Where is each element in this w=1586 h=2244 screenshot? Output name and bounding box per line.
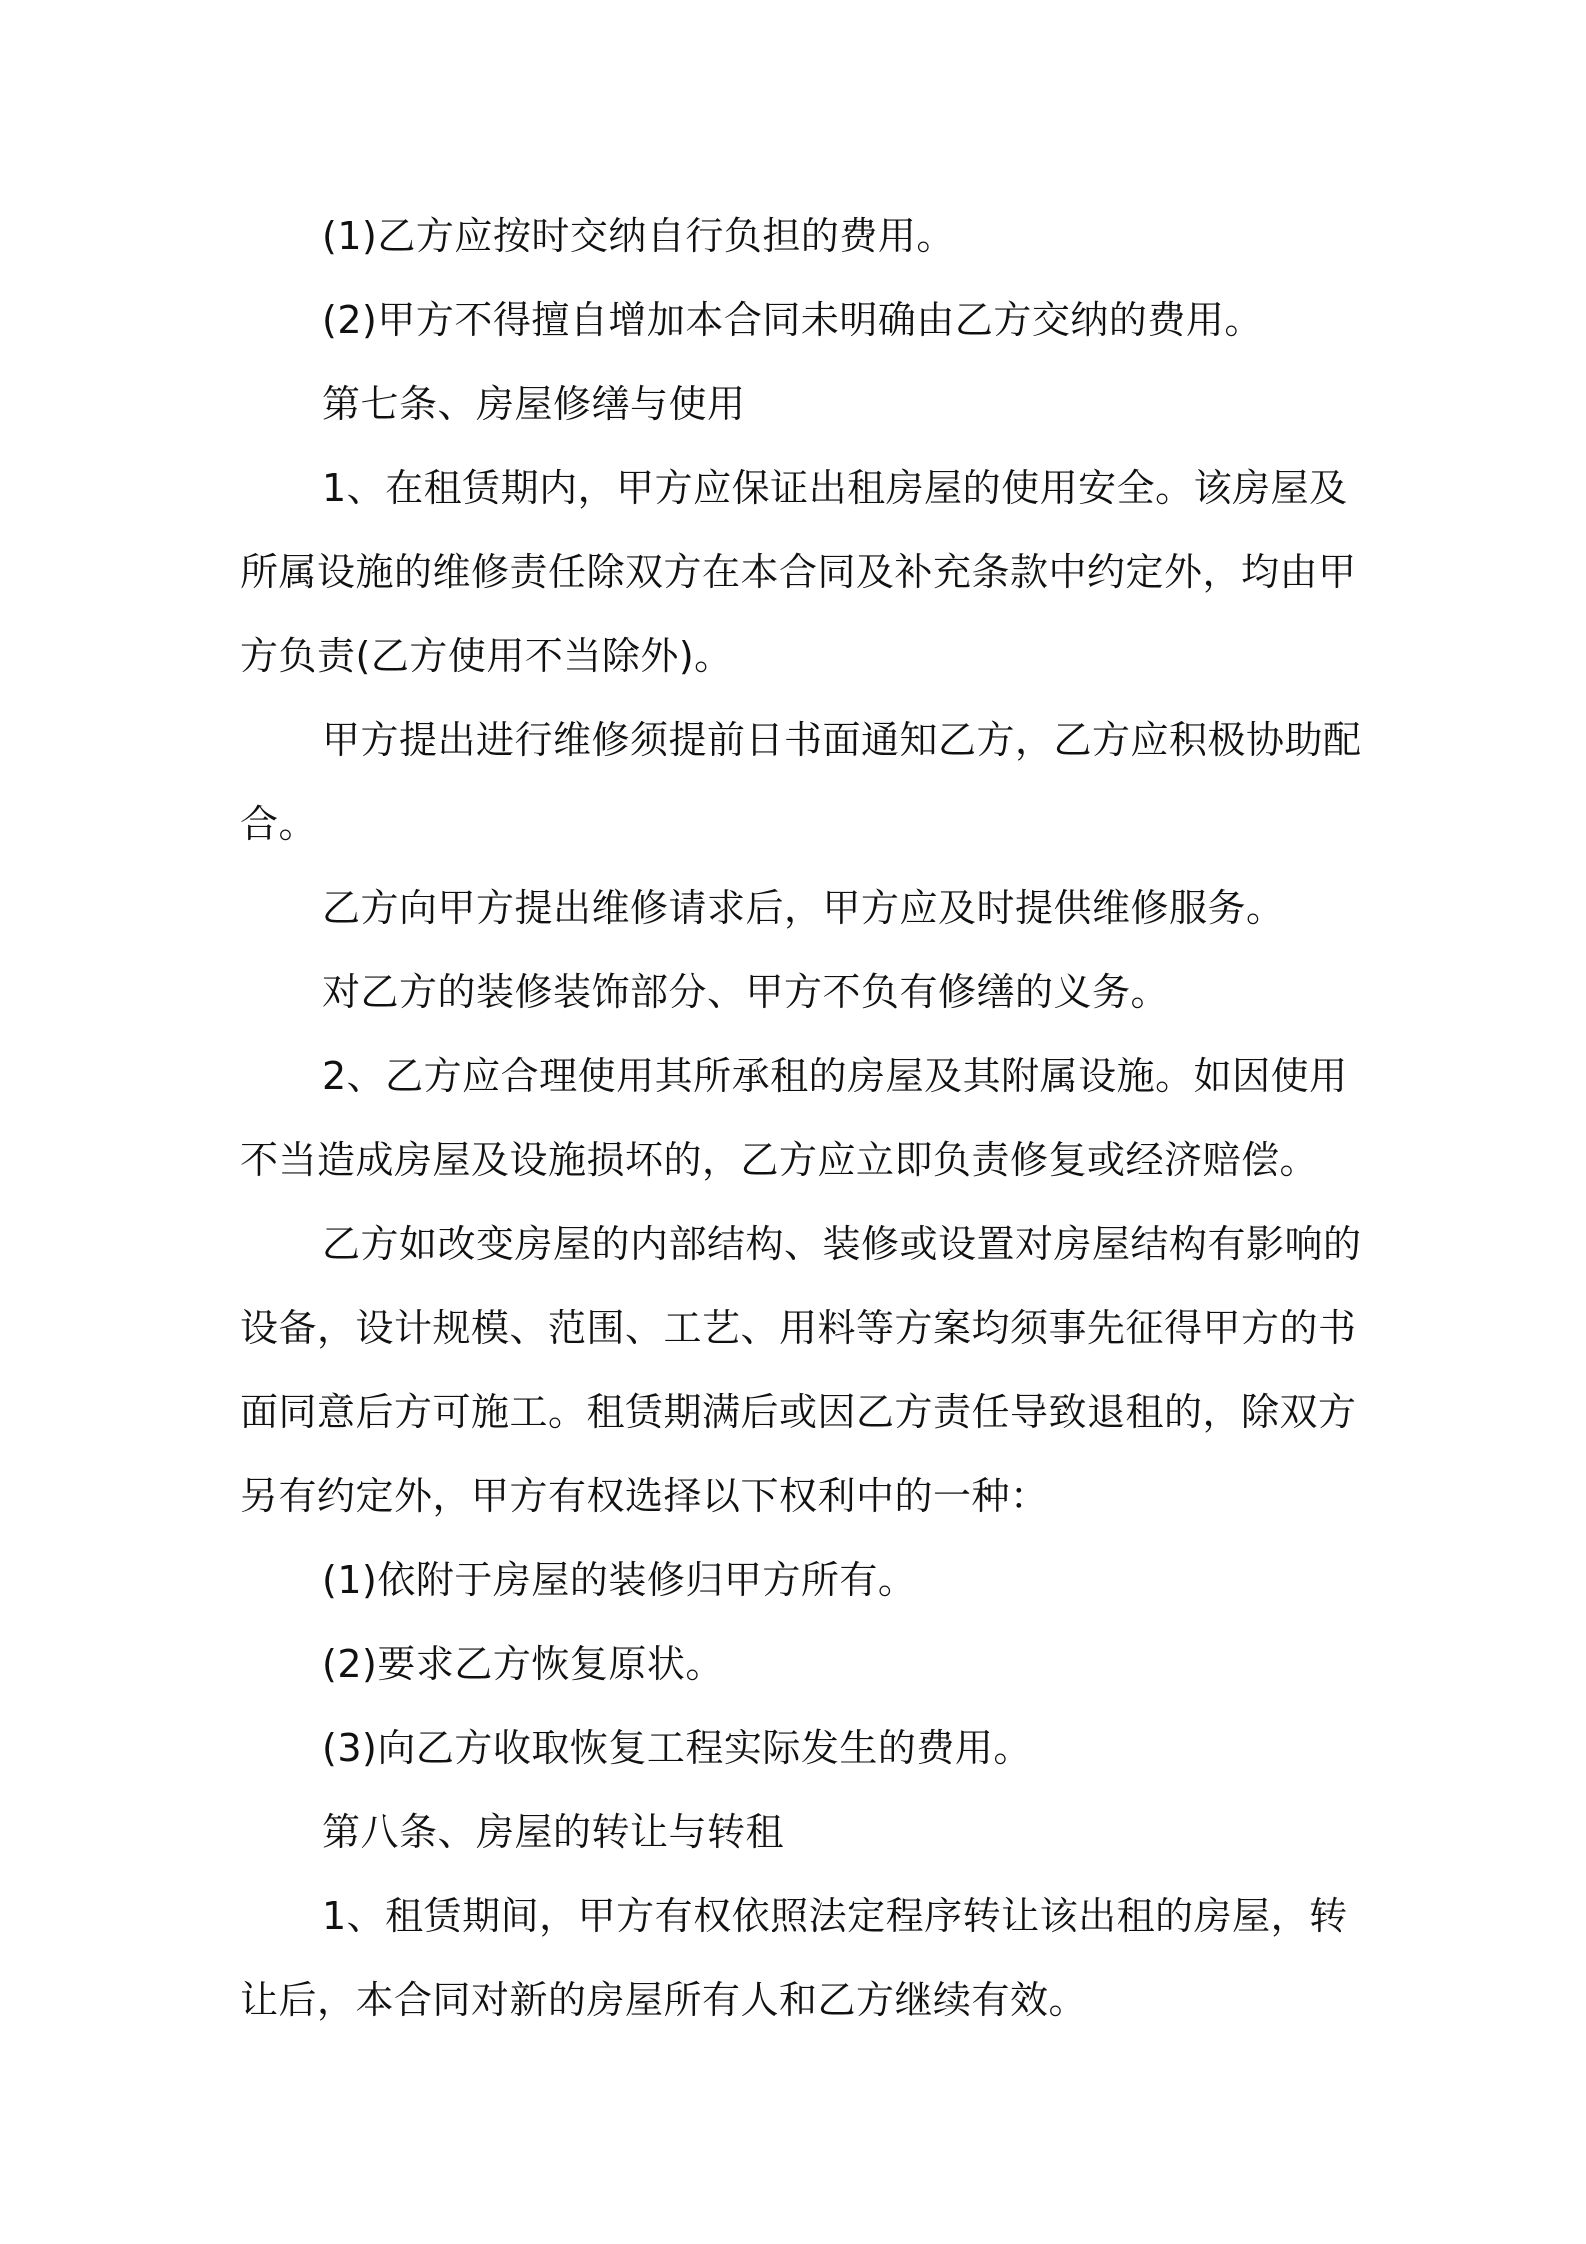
clause-paragraph: 乙方向甲方提出维修请求后，甲方应及时提供维修服务。 [322, 886, 1285, 930]
document-body [240, 194, 1370, 2042]
clause-paragraph: 乙方如改变房屋的内部结构、装修或设置对房屋结构有影响的设备，设计规模、范围、工艺、用料等方案均须事先征得甲方的书面同意后方可施工。租赁期满后或因乙方责任导致退租的，除双方另有约定外，甲方有权选择以下权利中的一种： [240, 1222, 1362, 1518]
clause-paragraph: (1)乙方应按时交纳自行负担的费用。 [322, 214, 955, 258]
clause-paragraph: (2)甲方不得擅自增加本合同未明确由乙方交纳的费用。 [322, 298, 1263, 342]
clause-paragraph: 2、乙方应合理使用其所承租的房屋及其附属设施。如因使用不当造成房屋及设施损坏的，乙方应立即负责修复或经济赔偿。 [240, 1054, 1348, 1182]
article-heading: 第七条、房屋修缮与使用 [322, 382, 746, 426]
clause-paragraph: (1)依附于房屋的装修归甲方所有。 [322, 1558, 917, 1602]
clause-paragraph: (3)向乙方收取恢复工程实际发生的费用。 [322, 1726, 1032, 1770]
article-heading: 第八条、房屋的转让与转租 [322, 1810, 785, 1854]
clause-paragraph: 甲方提出进行维修须提前日书面通知乙方，乙方应积极协助配合。 [240, 718, 1362, 846]
clause-paragraph: 对乙方的装修装饰部分、甲方不负有修缮的义务。 [322, 970, 1170, 1014]
clause-paragraph: 1、在租赁期内，甲方应保证出租房屋的使用安全。该房屋及所属设施的维修责任除双方在本合同及补充条款中约定外，均由甲方负责(乙方使用不当除外)。 [240, 466, 1357, 678]
clause-paragraph: (2)要求乙方恢复原状。 [322, 1642, 724, 1686]
clause-paragraph: 1、租赁期间，甲方有权依照法定程序转让该出租的房屋，转让后，本合同对新的房屋所有人和乙方继续有效。 [240, 1894, 1348, 2022]
